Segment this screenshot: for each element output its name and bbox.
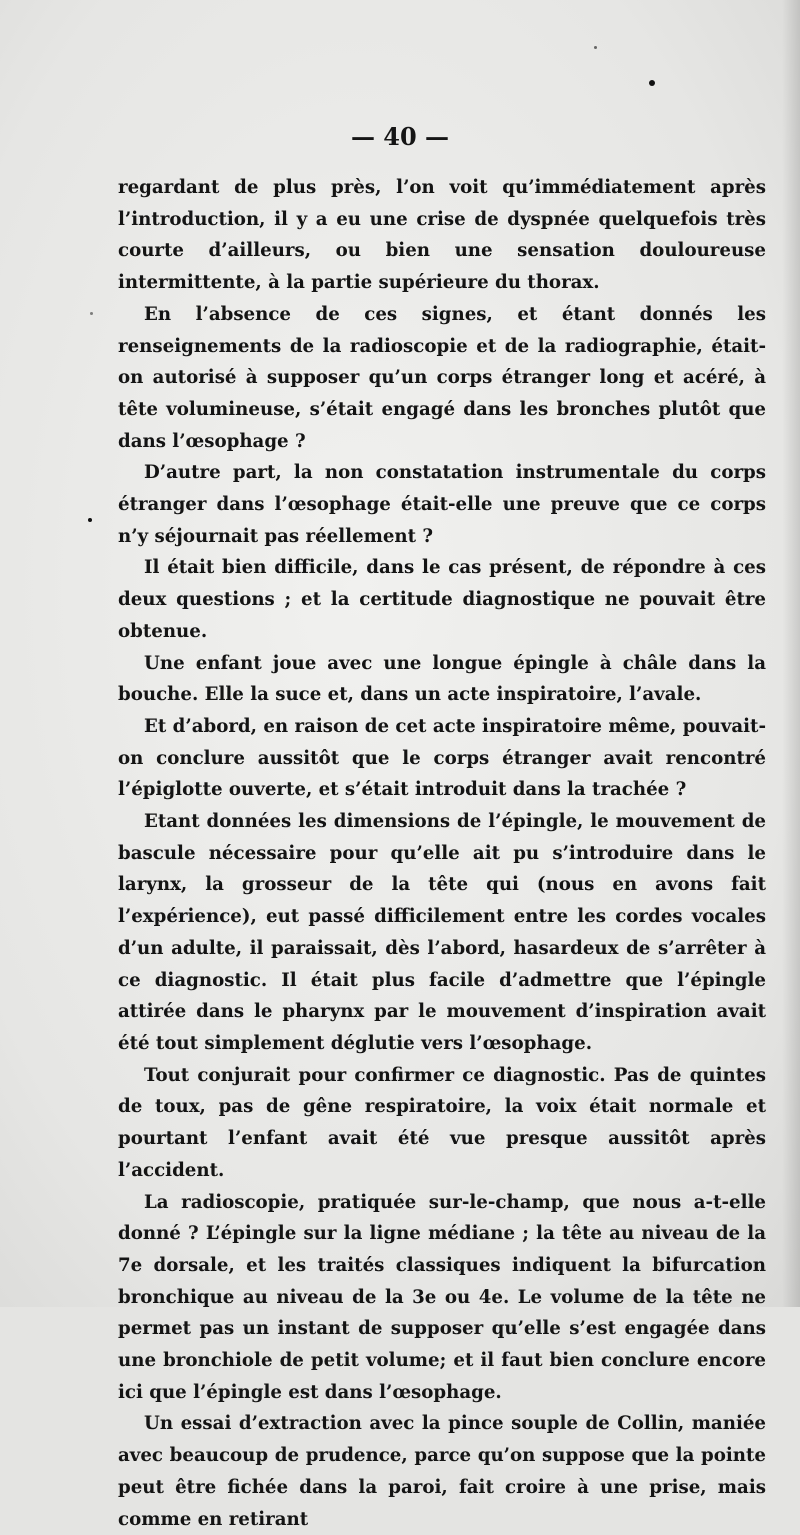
page-edge-shadow <box>782 0 800 1307</box>
body-text <box>118 172 766 1535</box>
paragraph: La radioscopie, pratiquée sur-le-champ, que nous a-t-elle donné ? L’épingle sur la ligne médiane ; la tête au niveau de la 7e dorsale, et les traités classiques indiquent la bifurcation bronchique au niveau de la 3e ou 4e. Le volume de la tête ne permet pas un instant de supposer qu’elle s’est engagée dans une bronchiole de petit volume; et il faut bien conclure encore ici que l’épingle est dans l’œsophage. <box>118 1191 766 1403</box>
paragraph: Etant données les dimensions de l’épingle, le mouvement de bascule nécessaire pour qu’elle ait pu s’introduire dans le larynx, la grosseur de la tête qui (nous en avons fait l’expérience), eut passé difficilement entre les cordes vocales d’un adulte, il paraissait, dès l’abord, hasardeux de s’arrêter à ce diagnostic. Il était plus facile d’admettre que l’épingle attirée dans le pharynx par le mouvement d’inspiration avait été tout simplement déglutie vers l’œsophage. <box>118 811 766 1054</box>
paragraph: Un essai d’extraction avec la pince souple de Collin, maniée avec beaucoup de prudence, parce qu’on suppose que la pointe peut être fichée dans la paroi, fait croire à une prise, mais comme en retirant <box>118 1413 766 1530</box>
page-number: — 40 — <box>350 122 450 151</box>
ink-speck <box>88 518 92 522</box>
paragraph: En l’absence de ces signes, et étant donnés les renseignements de la radioscopie et de la radiographie, était-on autorisé à supposer qu’un corps étranger long et acéré, à tête volumineuse, s’était engagé dans les bronches plutôt que dans l’œsophage ? <box>118 303 766 452</box>
ink-speck <box>594 46 597 49</box>
ink-speck <box>649 80 655 86</box>
ink-speck <box>90 312 93 315</box>
paragraph-continuation: regardant de plus près, l’on voit qu’immédiatement après l’introduction, il y a eu une crise de dyspnée quelquefois très courte d’ailleurs, ou bien une sensation douloureuse intermittente, à la partie supérieure du thorax. <box>118 177 766 294</box>
paragraph: Tout conjurait pour confirmer ce diagnostic. Pas de quintes de toux, pas de gêne respiratoire, la voix était normale et pourtant l’enfant avait été vue presque aussitôt après l’accident. <box>118 1064 766 1181</box>
paragraph: Une enfant joue avec une longue épingle à châle dans la bouche. Elle la suce et, dans un acte inspiratoire, l’avale. <box>118 652 766 706</box>
paragraph: D’autre part, la non constatation instrumentale du corps étranger dans l’œsophage était-elle une preuve que ce corps n’y séjournait pas réellement ? <box>118 462 766 547</box>
paragraph: Et d’abord, en raison de cet acte inspiratoire même, pouvait-on conclure aussitôt que le corps étranger avait rencontré l’épiglotte ouverte, et s’était introduit dans la trachée ? <box>118 715 766 801</box>
paragraph: Il était bien difficile, dans le cas présent, de répondre à ces deux questions ; et la certitude diagnostique ne pouvait être obtenue. <box>118 557 766 642</box>
